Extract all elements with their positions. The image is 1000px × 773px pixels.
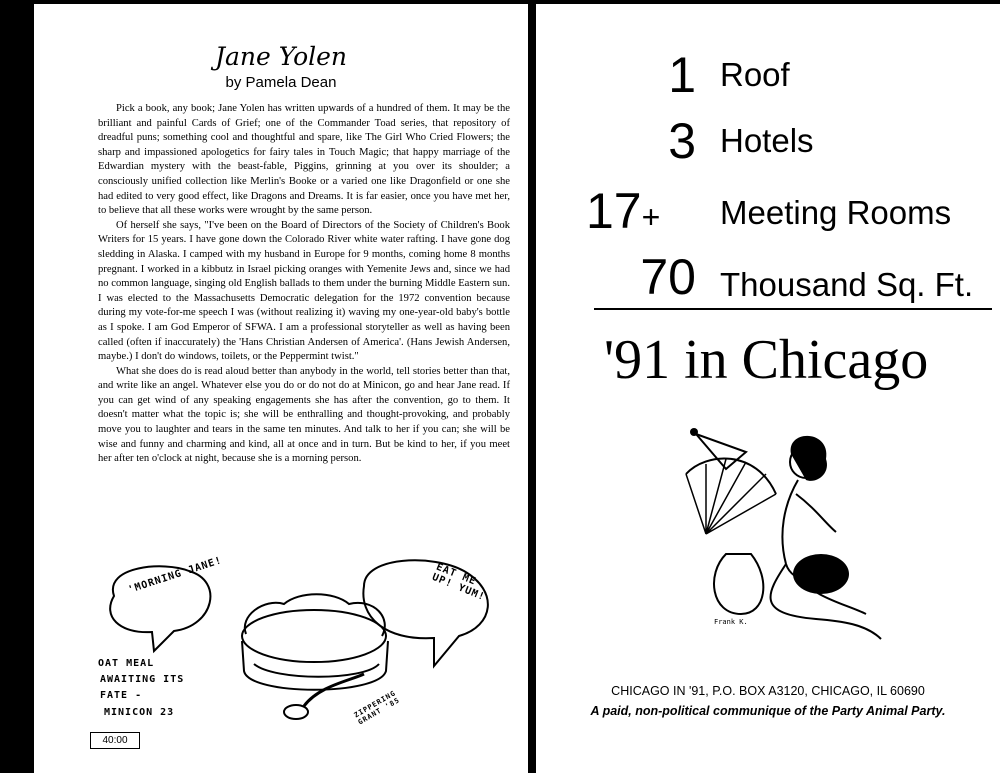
stat-number: 17+ <box>586 183 661 239</box>
cartoon-caption-line: OAT MEAL <box>98 658 155 669</box>
cartoon-signature: ZIPPERING GRANT '85 <box>352 689 402 727</box>
article-paragraph: Pick a book, any book; Jane Yolen has written upwards of a hundred of them. It may be the brilliant and painful Cards of Grief; one of the Commander Toad series, that repository of dreadful puns; something cool and thoughtful and spare, like The Girl Who Cried Flowers; the sharp and impassioned apologetics for fairy tales in Touch Magic; that happy marriage of the Edwardian mystery with the beast-fable, Piggins, grinning at you over its shoulder; a consciously unified collection like Merlin's Booke or a varied one like Dragonfield or one she had edited to very good effect, like Dragons and Dreams. It is far easier, once you have met her, to believe that all these works were wrought by the same person. <box>98 103 510 217</box>
mailing-address: CHICAGO IN '91, P.O. BOX A3120, CHICAGO, IL 60690 <box>611 684 925 698</box>
article-paragraph: What she does do is read aloud better than anybody in the world, tell stories better than that, and write like an angel. Whatever else you do or do not do at Minicon, go and hear Jane read. If you can get wind of any speaking engagements she has after the convention, go to them. It doesn't matter what the topic is; she will be enthralling and thought-provoking, and probably move you to laughter and tears in the same ten minutes. And talk to her if you can; she will be wise and funny and charming and kind, all at once and in turn. But be kind to her, if you meet her after ten o'clock at night, because she is a morning person. <box>98 365 510 465</box>
stat-number: 1 <box>668 47 696 103</box>
cartoon-caption-line: AWAITING ITS <box>100 674 185 685</box>
party-woman-illustration <box>666 414 886 644</box>
left-page <box>34 4 528 773</box>
article-paragraph: Of herself she says, "I've been on the Board of Directors of the Society of Children's Book Writers for 15 years. I have gone down the Colorado River white water rafting. I have gone dog sledding in Alaska. I camped with my husband in Europe for 9 months, coming home 8 months pregnant. I worked in a kibbutz in Israel picking oranges with Yemenite Jews and, since we had no common language, singing old English ballads to them under the burning Middle Eastern sun. I was elected to the Massachusetts Democratic delegation for the 1972 convention because during my vote-for-me speech I was (without realizing it) waving my one-year-old baby's bottle as I spoke. I am God Emperor of SFWA. I am a professional storyteller as well as having been called (often if inaccurately) the 'Hans Christian Andersen of America'. (Hans Jewish Andersen, maybe.) I don't do windows, toilets, or the Peppermint twist." <box>98 219 510 363</box>
illustration-signature: Frank K. <box>714 618 748 626</box>
stat-number: 3 <box>668 113 696 169</box>
stat-label: Thousand Sq. Ft. <box>720 266 974 303</box>
stat-label: Roof <box>720 56 790 93</box>
stat-label: Hotels <box>720 122 814 159</box>
cartoon-caption-line: FATE - <box>100 690 143 701</box>
slogan: '91 in Chicago <box>604 329 929 391</box>
cartoon-bubble-right-text: EAT ME UP! YUM! <box>430 561 487 604</box>
stat-label: Meeting Rooms <box>720 194 952 231</box>
page-number: 40:00 <box>90 732 140 749</box>
stat-number: 70 <box>640 249 696 305</box>
divider-rule <box>594 308 992 310</box>
right-page <box>536 4 1000 773</box>
cartoon-bubble-left-text: 'MORNING JANE! <box>126 555 224 596</box>
article-title: Jane Yolen <box>214 42 348 71</box>
cartoon-caption-line: MINICON 23 <box>104 707 175 718</box>
article-body <box>98 102 510 467</box>
tagline: A paid, non-political communique of the Party Animal Party. <box>590 704 946 718</box>
article-byline: by Pamela Dean <box>225 74 337 91</box>
